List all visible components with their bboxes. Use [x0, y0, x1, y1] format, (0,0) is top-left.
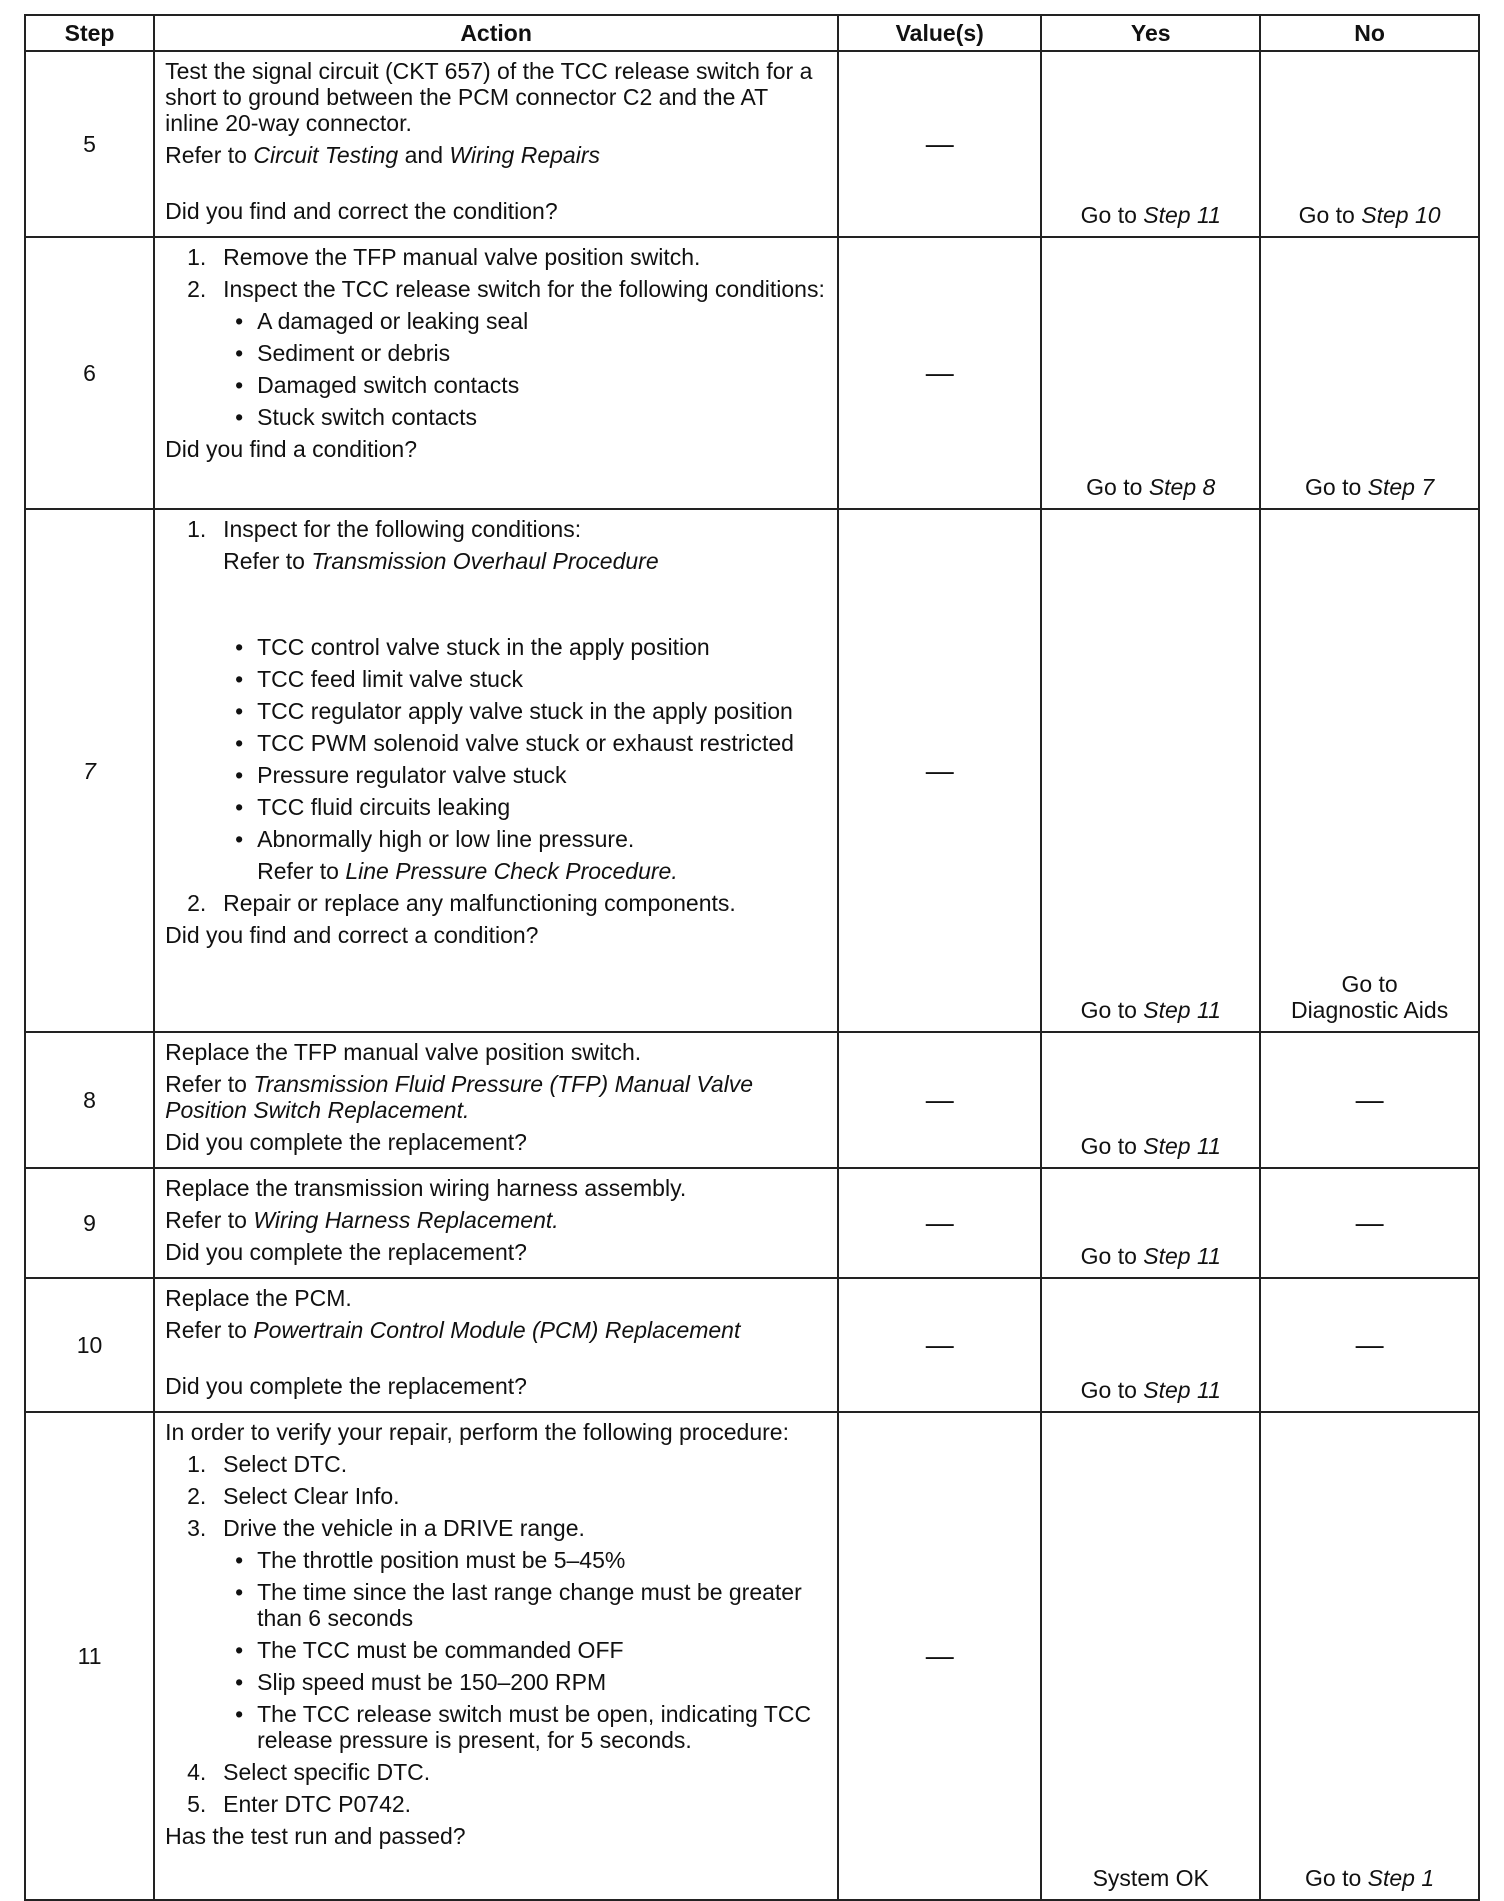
reference-link: Wiring Repairs — [449, 142, 600, 168]
bullet-item: • The TCC release switch must be open, indicating TCC release pressure is present, for 5 seconds. — [165, 1701, 827, 1753]
refer-line: Refer to Line Pressure Check Procedure. — [257, 858, 678, 884]
no-cell: Go to Step 10 — [1260, 51, 1479, 237]
question-text: Did you find a condition? — [165, 436, 418, 462]
step-number: 10 — [25, 1278, 154, 1412]
yes-cell: Go to Step 11 — [1041, 51, 1260, 237]
refer-line: Refer to Powertrain Control Module (PCM) Replacement — [165, 1317, 741, 1343]
header-values: Value(s) — [838, 15, 1041, 51]
step-10-row — [25, 1278, 1479, 1412]
bullet-item: • TCC fluid circuits leaking — [165, 794, 827, 820]
header-yes: Yes — [1041, 15, 1260, 51]
step-number: 9 — [25, 1168, 154, 1278]
yes-cell: System OK — [1041, 1412, 1260, 1900]
value-cell: — — [838, 1032, 1041, 1168]
bullet-item: • TCC control valve stuck in the apply position — [165, 634, 827, 660]
value-cell: — — [838, 1278, 1041, 1412]
bullet-item: • Abnormally high or low line pressure. — [165, 826, 827, 852]
numbered-item: 4. Select specific DTC. — [187, 1759, 431, 1785]
step-number: 7 — [25, 509, 154, 1032]
no-cell: Go to Diagnostic Aids — [1260, 509, 1479, 1032]
question-text: Did you complete the replacement? — [165, 1373, 527, 1399]
step-11-row — [25, 1412, 1479, 1900]
reference-link: Line Pressure Check Procedure. — [345, 858, 678, 884]
value-cell: — — [838, 237, 1041, 509]
action-cell — [154, 1168, 838, 1278]
yes-cell: Go to Step 8 — [1041, 237, 1260, 509]
reference-link: Circuit Testing — [253, 142, 399, 168]
action-cell — [154, 1278, 838, 1412]
yes-cell: Go to Step 11 — [1041, 1168, 1260, 1278]
value-cell: — — [838, 1412, 1041, 1900]
yes-cell: Go to Step 11 — [1041, 1032, 1260, 1168]
step-8-row — [25, 1032, 1479, 1168]
bullet-item: • Stuck switch contacts — [165, 404, 827, 430]
question-text: Did you complete the replacement? — [165, 1239, 527, 1265]
reference-link: Transmission Fluid Pressure (TFP) Manual Valve Position Switch Replacement. — [165, 1071, 754, 1123]
numbered-item: 1. Select DTC. — [187, 1451, 348, 1477]
action-cell — [154, 509, 838, 1032]
numbered-item: 1. Remove the TFP manual valve position switch. — [187, 244, 701, 270]
step-7-row — [25, 509, 1479, 1032]
action-text: Replace the PCM. — [165, 1285, 352, 1311]
question-text: Did you find and correct the condition? — [165, 198, 558, 224]
header-row — [25, 15, 1479, 51]
numbered-item: 2. Inspect the TCC release switch for the following conditions: — [187, 276, 825, 302]
no-cell: — — [1260, 1032, 1479, 1168]
no-cell: — — [1260, 1168, 1479, 1278]
step-number: 6 — [25, 237, 154, 509]
bullet-item: • Sediment or debris — [165, 340, 827, 366]
action-cell — [154, 1032, 838, 1168]
action-text: Replace the transmission wiring harness assembly. — [165, 1175, 687, 1201]
bullet-item: • The TCC must be commanded OFF — [165, 1637, 827, 1663]
value-cell: — — [838, 509, 1041, 1032]
action-cell — [154, 1412, 838, 1900]
bullet-item: • Slip speed must be 150–200 RPM — [165, 1669, 827, 1695]
refer-line: Refer to Wiring Harness Replacement. — [165, 1207, 559, 1233]
step-number: 5 — [25, 51, 154, 237]
numbered-item: 1. Inspect for the following conditions: — [187, 516, 582, 542]
yes-cell: Go to Step 11 — [1041, 1278, 1260, 1412]
numbered-item: 3. Drive the vehicle in a DRIVE range. — [187, 1515, 585, 1541]
numbered-item: 2. Select Clear Info. — [187, 1483, 400, 1509]
header-action: Action — [154, 15, 838, 51]
reference-link: Powertrain Control Module (PCM) Replacement — [253, 1317, 741, 1343]
bullet-item: • TCC PWM solenoid valve stuck or exhaust restricted — [165, 730, 827, 756]
value-cell: — — [838, 1168, 1041, 1278]
diagnostic-table — [24, 14, 1480, 1901]
numbered-item: 2. Repair or replace any malfunctioning components. — [187, 890, 736, 916]
reference-link: Transmission Overhaul Procedure — [311, 548, 659, 574]
question-text: Has the test run and passed? — [165, 1823, 466, 1849]
action-text: Test the signal circuit (CKT 657) of the TCC release switch for a short to ground between the PCM connector C2 and the AT inline 20-way connector. — [165, 58, 813, 136]
refer-line: Refer to Transmission Fluid Pressure (TFP) Manual Valve Position Switch Replacement. — [165, 1071, 754, 1123]
question-text: Did you complete the replacement? — [165, 1129, 527, 1155]
no-cell: Go to Step 7 — [1260, 237, 1479, 509]
step-6-row — [25, 237, 1479, 509]
action-text: In order to verify your repair, perform the following procedure: — [165, 1419, 789, 1445]
bullet-item: • Pressure regulator valve stuck — [165, 762, 827, 788]
bullet-item: • TCC feed limit valve stuck — [165, 666, 827, 692]
action-cell — [154, 51, 838, 237]
step-number: 11 — [25, 1412, 154, 1900]
refer-line: Refer to Circuit Testing and Wiring Repairs — [165, 142, 600, 168]
bullet-item: • TCC regulator apply valve stuck in the apply position — [165, 698, 827, 724]
bullet-item: • Damaged switch contacts — [165, 372, 827, 398]
question-text: Did you find and correct a condition? — [165, 922, 539, 948]
step-9-row — [25, 1168, 1479, 1278]
header-no: No — [1260, 15, 1479, 51]
bullet-item: • A damaged or leaking seal — [165, 308, 827, 334]
no-cell: Go to Step 1 — [1260, 1412, 1479, 1900]
value-cell: — — [838, 51, 1041, 237]
reference-link: Wiring Harness Replacement. — [253, 1207, 559, 1233]
action-cell — [154, 237, 838, 509]
action-text: Replace the TFP manual valve position switch. — [165, 1039, 642, 1065]
step-number: 8 — [25, 1032, 154, 1168]
no-cell: — — [1260, 1278, 1479, 1412]
refer-line: Refer to Transmission Overhaul Procedure — [223, 548, 659, 574]
numbered-item: 5. Enter DTC P0742. — [187, 1791, 412, 1817]
header-step: Step — [25, 15, 154, 51]
bullet-item: • The throttle position must be 5–45% — [165, 1547, 827, 1573]
bullet-item: • The time since the last range change must be greater than 6 seconds — [165, 1579, 827, 1631]
step-5-row — [25, 51, 1479, 237]
yes-cell: Go to Step 11 — [1041, 509, 1260, 1032]
